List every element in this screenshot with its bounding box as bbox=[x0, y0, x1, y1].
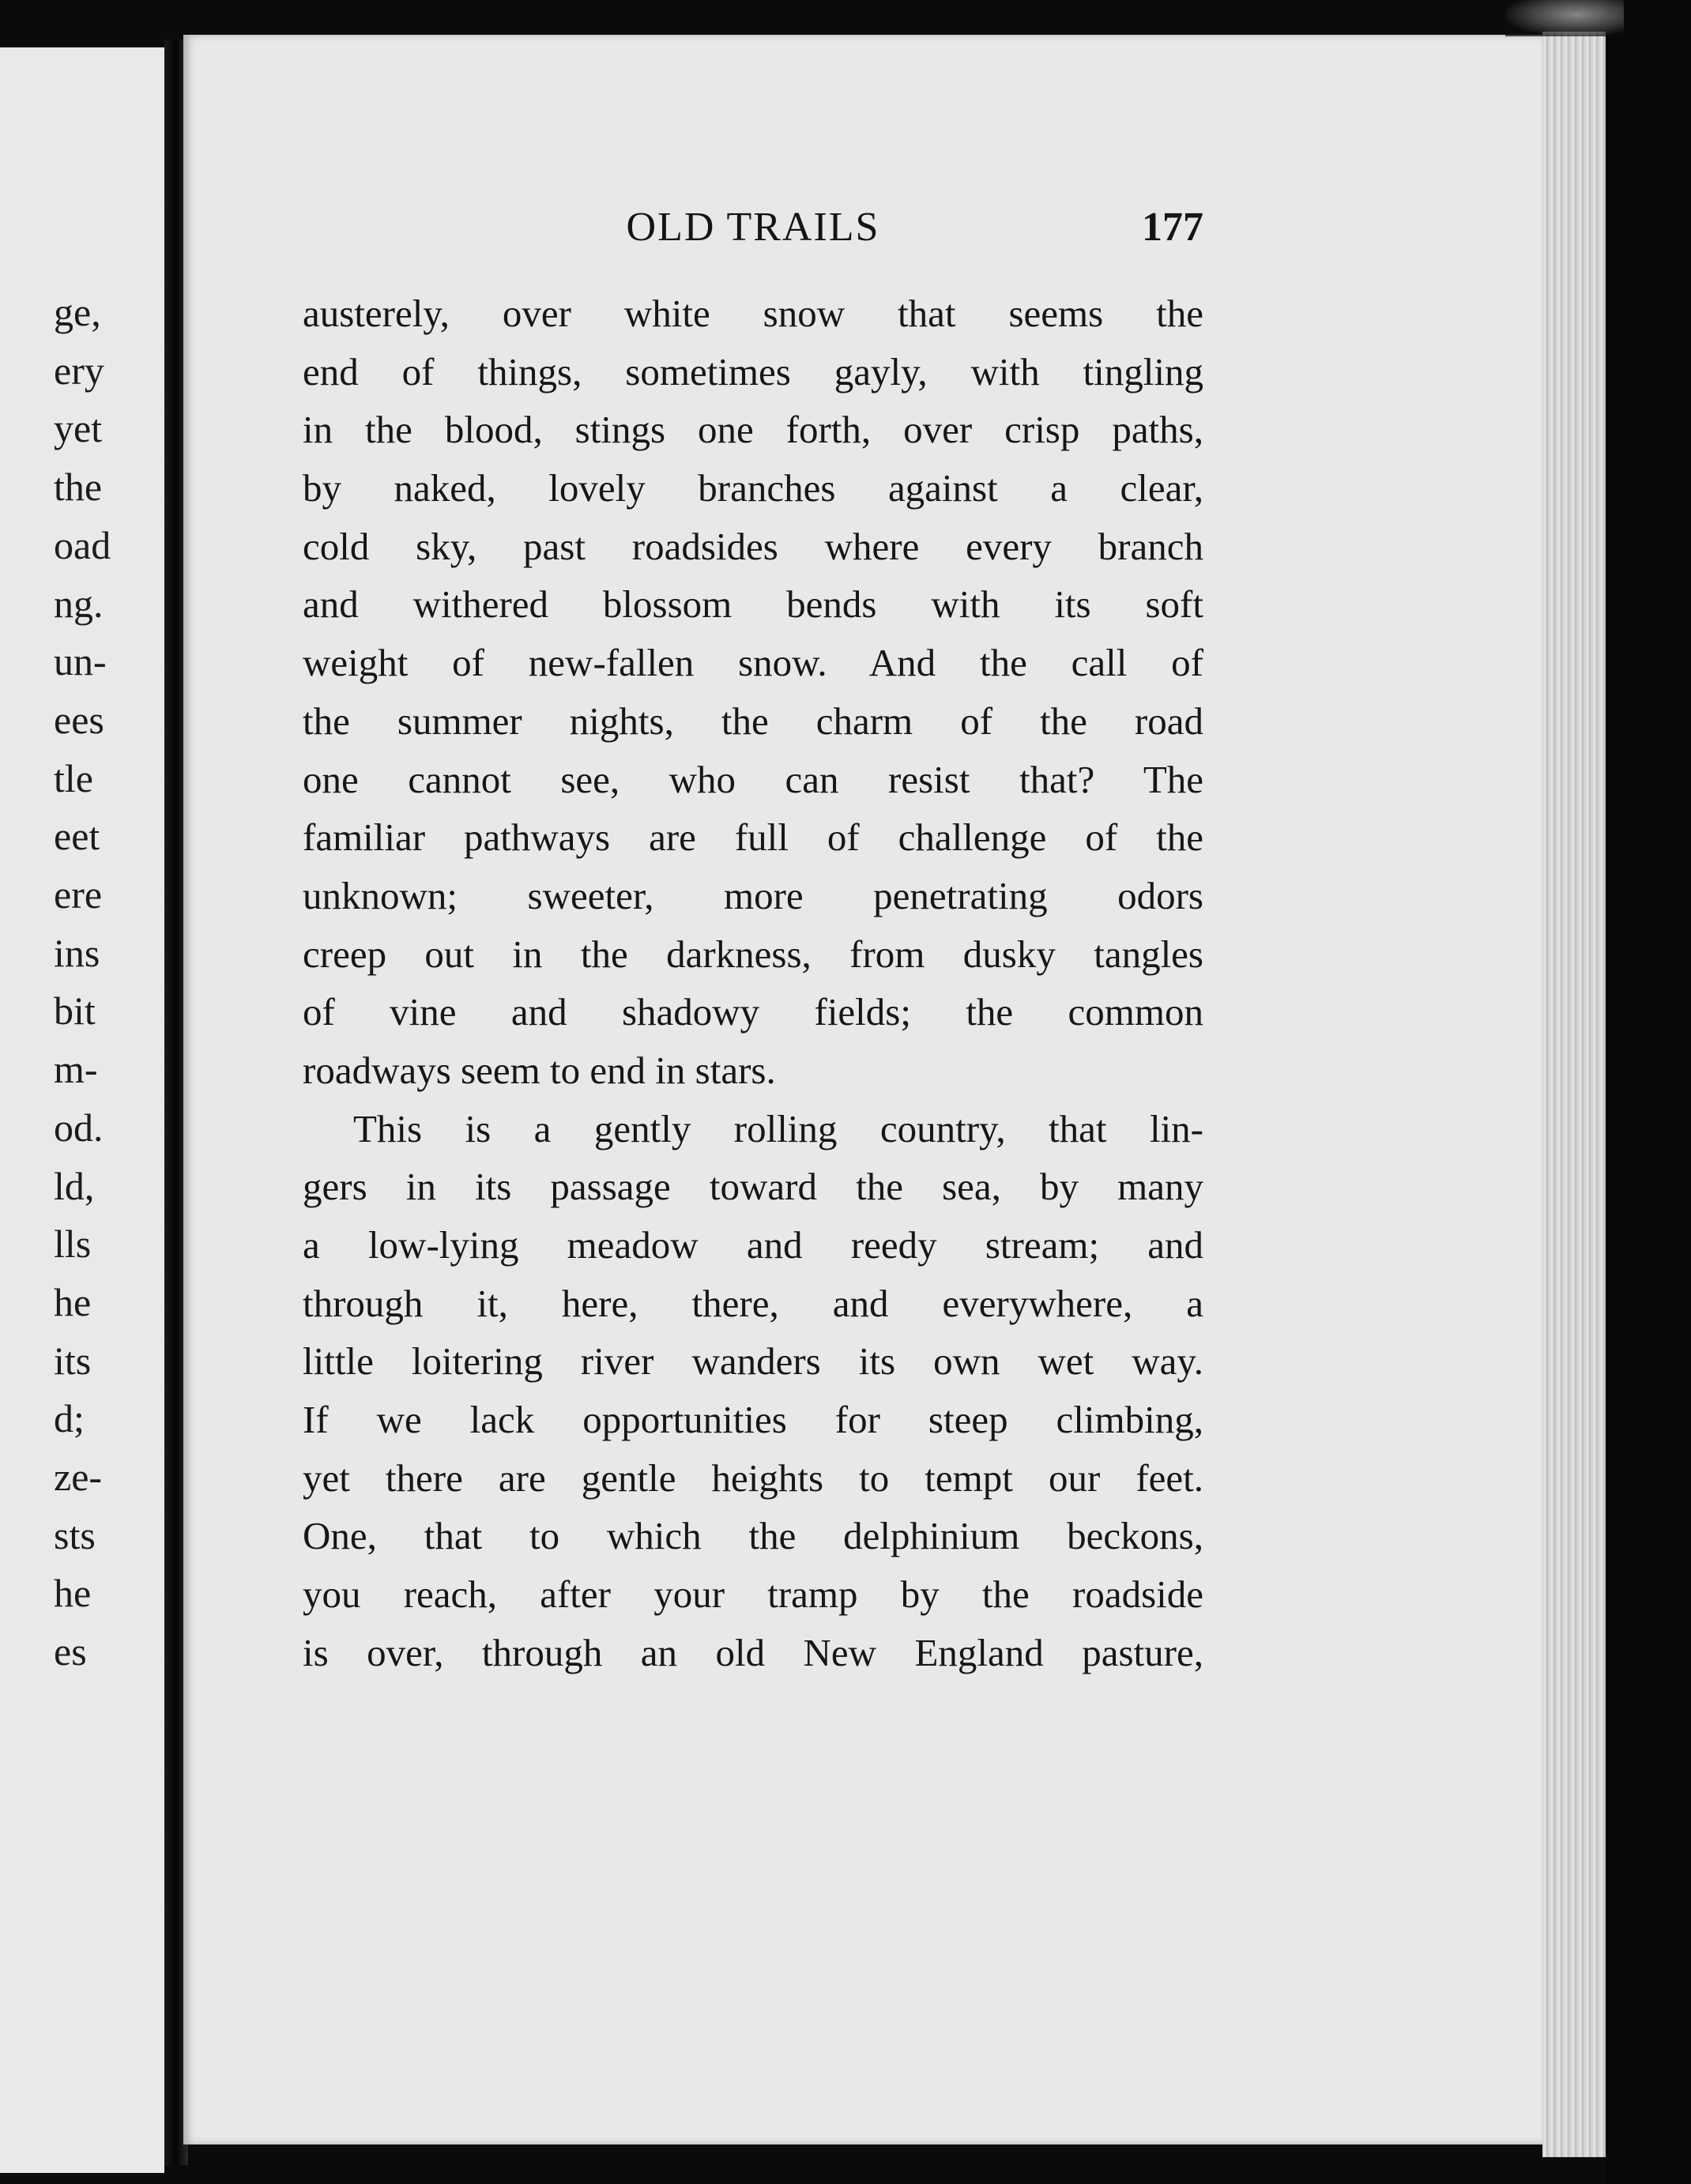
running-head bbox=[303, 204, 1203, 251]
page-number: 177 bbox=[1142, 205, 1203, 250]
previous-page-text-fragment: un- bbox=[54, 639, 107, 684]
text-line: One, that to which the delphinium beckons, bbox=[303, 1514, 1203, 1558]
text-line: cold sky, past roadsides where every branch bbox=[303, 524, 1203, 568]
text-line: a low-lying meadow and reedy stream; and bbox=[303, 1223, 1203, 1267]
text-line: in the blood, stings one forth, over crisp paths, bbox=[303, 408, 1203, 452]
text-line: creep out in the darkness, from dusky tangles bbox=[303, 932, 1203, 976]
page-fore-edge bbox=[1542, 32, 1606, 2157]
scan-artifact bbox=[1505, 0, 1624, 36]
previous-page-text-fragment: ery bbox=[54, 348, 104, 393]
previous-page-text-fragment: ze- bbox=[54, 1455, 103, 1499]
previous-page-text-fragment: lls bbox=[54, 1222, 92, 1267]
text-line: you reach, after your tramp by the roadside bbox=[303, 1572, 1203, 1617]
previous-page-text-fragment: sts bbox=[54, 1512, 96, 1557]
previous-page-text-fragment: bit bbox=[54, 988, 96, 1034]
text-line: the summer nights, the charm of the road bbox=[303, 699, 1203, 743]
text-line: end of things, sometimes gayly, with tingling bbox=[303, 349, 1203, 393]
previous-page-text-fragment: d; bbox=[54, 1396, 85, 1441]
body-text bbox=[303, 284, 1203, 1682]
previous-page-text-fragment: the bbox=[54, 465, 103, 510]
previous-page-edge bbox=[0, 47, 164, 2173]
previous-page-text-fragment: ge, bbox=[54, 290, 101, 334]
previous-page-text-fragment: he bbox=[54, 1571, 92, 1616]
text-line: gers in its passage toward the sea, by many bbox=[303, 1165, 1203, 1209]
text-line: weight of new-fallen snow. And the call of bbox=[303, 641, 1203, 685]
previous-page-text-fragment: ere bbox=[54, 872, 103, 917]
previous-page-text-fragment: tle bbox=[54, 755, 93, 800]
text-line: roadways seem to end in stars. bbox=[303, 1048, 776, 1092]
running-title: OLD TRAILS bbox=[626, 205, 880, 250]
previous-page-text-fragment: oad bbox=[54, 522, 111, 567]
previous-page-text-fragment: its bbox=[54, 1338, 92, 1383]
previous-page-text-fragment: he bbox=[54, 1279, 92, 1324]
previous-page-text-fragment: ees bbox=[54, 697, 104, 742]
previous-page-text-fragment: ng. bbox=[54, 581, 104, 626]
text-line: and withered blossom bends with its soft bbox=[303, 582, 1203, 627]
previous-page-text-fragment: ins bbox=[54, 930, 100, 975]
text-line: through it, here, there, and everywhere, a bbox=[303, 1281, 1203, 1325]
text-line: yet there are gentle heights to tempt our feet. bbox=[303, 1455, 1203, 1500]
scan-border-right bbox=[1606, 0, 1691, 2184]
text-line: familiar pathways are full of challenge of the bbox=[303, 815, 1203, 860]
previous-page-text-fragment: ld, bbox=[54, 1163, 95, 1208]
text-line: little loitering river wanders its own wet way. bbox=[303, 1339, 1203, 1384]
text-line: If we lack opportunities for steep climbing, bbox=[303, 1398, 1203, 1442]
text-line: of vine and shadowy fields; the common bbox=[303, 990, 1203, 1034]
text-line: by naked, lovely branches against a clear, bbox=[303, 466, 1203, 510]
text-line: unknown; sweeter, more penetrating odors bbox=[303, 873, 1203, 917]
text-line: one cannot see, who can resist that? The bbox=[303, 757, 1203, 801]
previous-page-text-fragment: yet bbox=[54, 406, 103, 451]
text-line: austerely, over white snow that seems the bbox=[303, 292, 1203, 335]
previous-page-text-fragment: eet bbox=[54, 814, 100, 859]
text-line: is over, through an old New England pasture, bbox=[303, 1630, 1203, 1674]
text-line: This is a gently rolling country, that lin- bbox=[353, 1106, 1203, 1150]
previous-page-text-fragment: m- bbox=[54, 1047, 98, 1092]
previous-page-text-fragment: es bbox=[54, 1629, 87, 1674]
previous-page-text-fragment: od. bbox=[54, 1105, 104, 1150]
